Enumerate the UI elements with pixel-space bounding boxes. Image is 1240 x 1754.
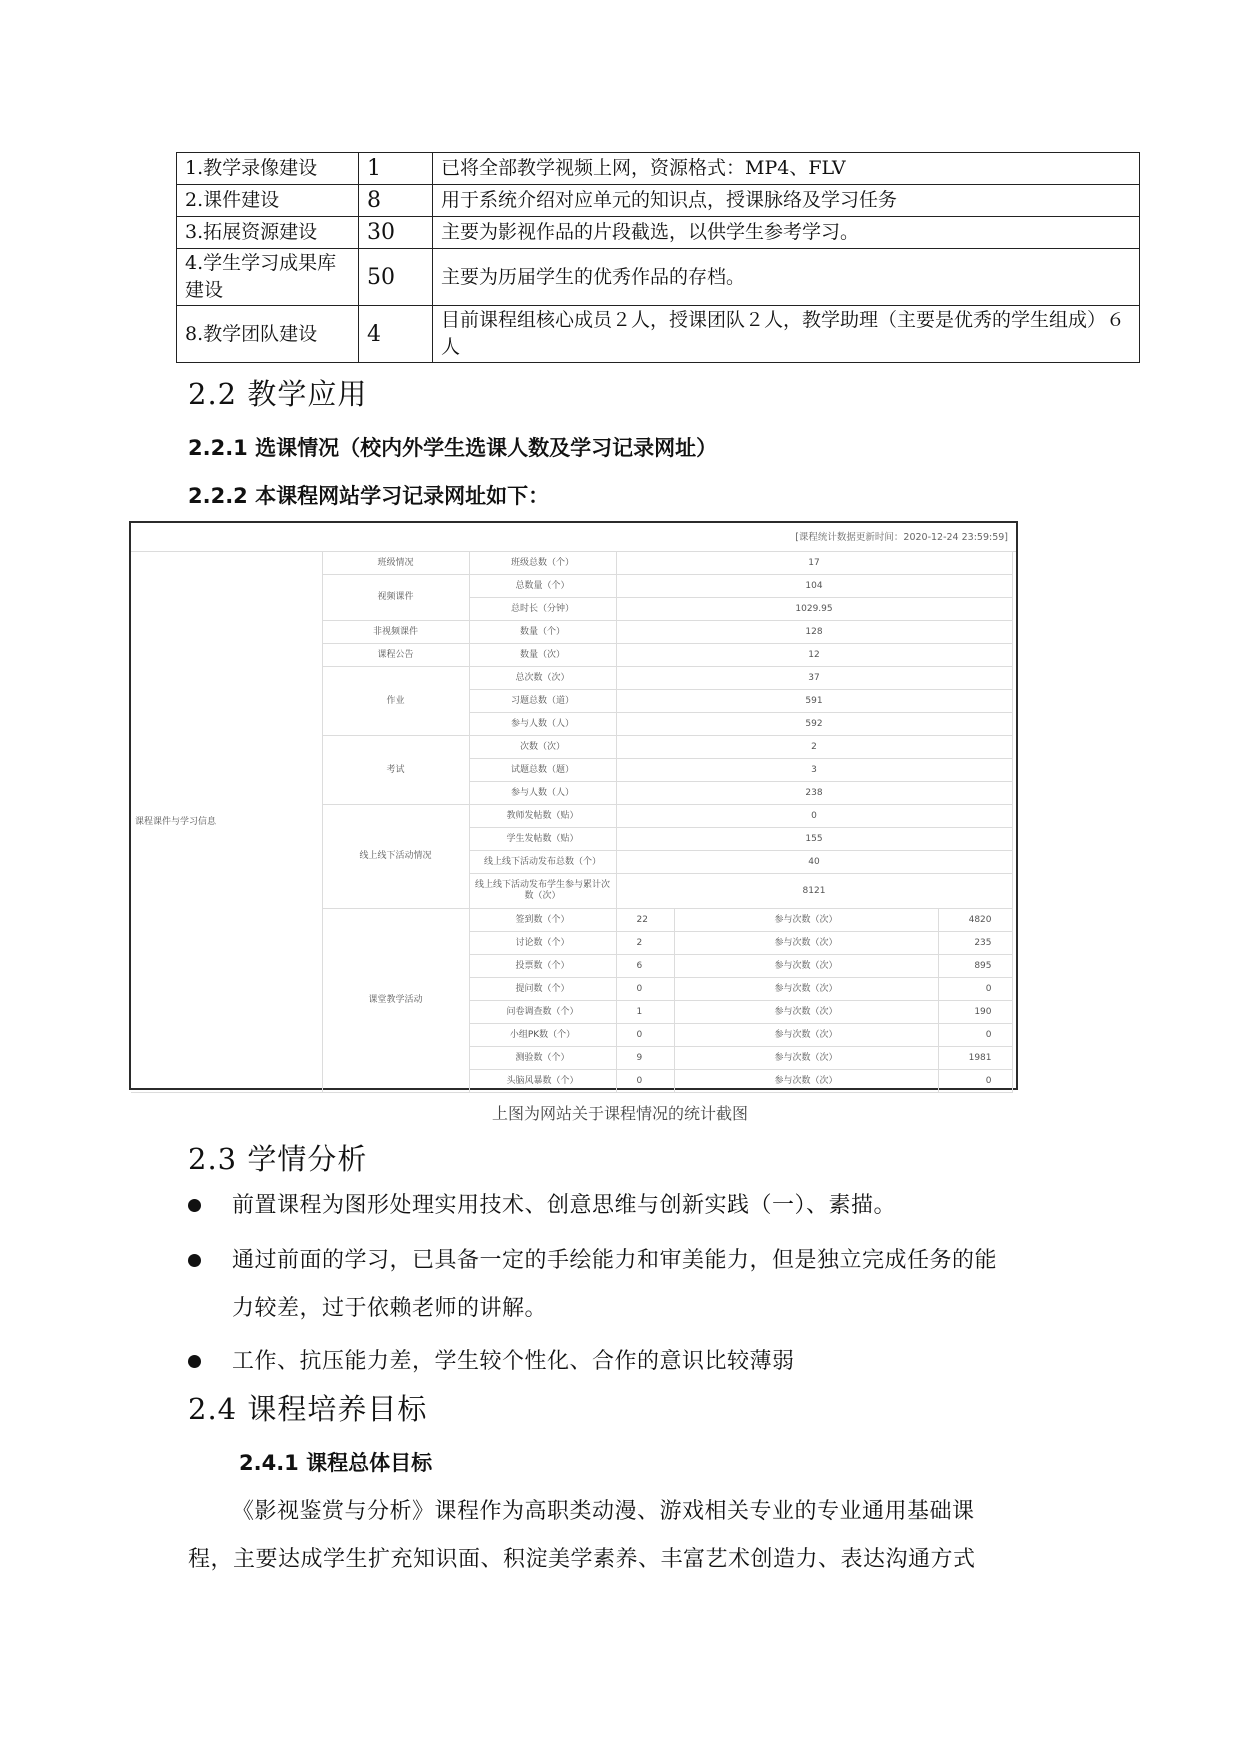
participation-label: 参与次数（次）	[674, 932, 938, 955]
row-label: 线上线下活动发布学生参与累计次数（次）	[469, 874, 616, 909]
row-value: 1029.95	[616, 598, 1012, 621]
row-count: 0	[616, 1070, 674, 1093]
row-value: 592	[616, 713, 1012, 736]
resource-count: 1	[359, 153, 433, 185]
bullet-text-continued: 力较差，过于依赖老师的讲解。	[232, 1296, 548, 1321]
table-row	[177, 249, 1140, 306]
row-label: 数量（次）	[469, 644, 616, 667]
row-value: 3	[616, 759, 1012, 782]
participation-label: 参与次数（次）	[674, 978, 938, 1001]
group-label: 考试	[322, 736, 469, 805]
table-row	[177, 153, 1140, 185]
row-count: 2	[616, 932, 674, 955]
bullet-icon	[188, 1199, 201, 1212]
participation-value: 0	[938, 1070, 1012, 1093]
row-value: 37	[616, 667, 1012, 690]
bullet-text: 工作、抗压能力差，学生较个性化、合作的意识比较薄弱	[232, 1349, 795, 1374]
resource-item: 3.拓展资源建设	[177, 217, 359, 249]
group-label: 作业	[322, 667, 469, 736]
row-count: 22	[616, 909, 674, 932]
section-heading-2-3: 2.3 学情分析	[188, 1142, 368, 1176]
subsection-heading-2-2-1: 2.2.1 选课情况（校内外学生选课人数及学习记录网址）	[188, 436, 718, 460]
row-value: 591	[616, 690, 1012, 713]
participation-value: 1981	[938, 1047, 1012, 1070]
row-value: 104	[616, 575, 1012, 598]
row-value: 8121	[616, 874, 1012, 909]
row-label: 习题总数（道）	[469, 690, 616, 713]
subsection-heading-2-2-2: 2.2.2 本课程网站学习记录网址如下：	[188, 484, 550, 508]
row-value: 40	[616, 851, 1012, 874]
participation-label: 参与次数（次）	[674, 1070, 938, 1093]
row-label: 总次数（次）	[469, 667, 616, 690]
group-label: 视频课件	[322, 575, 469, 621]
row-label: 参与人数（人）	[469, 713, 616, 736]
row-label: 测验数（个）	[469, 1047, 616, 1070]
resource-count: 50	[359, 249, 433, 306]
row-count: 0	[616, 1024, 674, 1047]
body-text: 《影视鉴赏与分析》课程作为高职类动漫、游戏相关专业的专业通用基础课	[232, 1499, 975, 1524]
row-count: 0	[616, 978, 674, 1001]
row-count: 6	[616, 955, 674, 978]
resource-desc: 主要为影视作品的片段截选，以供学生参考学习。	[433, 217, 1140, 249]
row-label: 线上线下活动发布总数（个）	[469, 851, 616, 874]
group-label: 班级情况	[322, 552, 469, 575]
participation-value: 4820	[938, 909, 1012, 932]
resource-item: 1.教学录像建设	[177, 153, 359, 185]
resource-count: 8	[359, 185, 433, 217]
group-label: 课堂教学活动	[322, 909, 469, 1093]
section-heading-2-4: 2.4 课程培养目标	[188, 1392, 428, 1426]
table-row	[131, 552, 1012, 575]
resource-item: 8.教学团队建设	[177, 306, 359, 363]
resource-desc: 用于系统介绍对应单元的知识点，授课脉络及学习任务	[433, 185, 1140, 217]
row-label: 次数（次）	[469, 736, 616, 759]
resource-count: 30	[359, 217, 433, 249]
update-time: [课程统计数据更新时间：2020-12-24 23:59:59]	[795, 532, 1008, 543]
bullet-text: 前置课程为图形处理实用技术、创意思维与创新实践（一）、素描。	[232, 1193, 897, 1218]
row-label: 试题总数（题）	[469, 759, 616, 782]
row-value: 2	[616, 736, 1012, 759]
row-label: 讨论数（个）	[469, 932, 616, 955]
row-label: 问卷调查数（个）	[469, 1001, 616, 1024]
resource-item: 4.学生学习成果库建设	[177, 249, 359, 306]
row-value: 12	[616, 644, 1012, 667]
row-label: 教师发帖数（贴）	[469, 805, 616, 828]
row-label: 总时长（分钟）	[469, 598, 616, 621]
group-label: 线上线下活动情况	[322, 805, 469, 909]
participation-value: 190	[938, 1001, 1012, 1024]
bullet-icon	[188, 1254, 201, 1267]
table-row	[177, 306, 1140, 363]
row-label: 投票数（个）	[469, 955, 616, 978]
statistics-table	[131, 551, 1013, 1093]
row-label: 数量（个）	[469, 621, 616, 644]
bullet-text: 通过前面的学习，已具备一定的手绘能力和审美能力，但是独立完成任务的能	[232, 1248, 998, 1273]
row-count: 1	[616, 1001, 674, 1024]
table-row	[177, 185, 1140, 217]
participation-value: 895	[938, 955, 1012, 978]
participation-value: 235	[938, 932, 1012, 955]
row-label: 学生发帖数（贴）	[469, 828, 616, 851]
statistics-screenshot	[129, 521, 1018, 1090]
row-count: 9	[616, 1047, 674, 1070]
row-value: 238	[616, 782, 1012, 805]
subsection-heading-2-4-1: 2.4.1 课程总体目标	[239, 1451, 433, 1475]
row-label: 班级总数（个）	[469, 552, 616, 575]
root-label: 课程课件与学习信息	[131, 552, 322, 1093]
participation-value: 0	[938, 1024, 1012, 1047]
resource-desc: 已将全部教学视频上网，资源格式：MP4、FLV	[433, 153, 1140, 185]
row-value: 155	[616, 828, 1012, 851]
row-label: 签到数（个）	[469, 909, 616, 932]
resource-table	[176, 152, 1140, 363]
row-value: 128	[616, 621, 1012, 644]
bullet-icon	[188, 1355, 201, 1368]
group-label: 课程公告	[322, 644, 469, 667]
resource-item: 2.课件建设	[177, 185, 359, 217]
resource-desc: 目前课程组核心成员２人，授课团队２人，教学助理（主要是优秀的学生组成）６人	[433, 306, 1140, 363]
resource-count: 4	[359, 306, 433, 363]
figure-caption: 上图为网站关于课程情况的统计截图	[491, 1104, 748, 1123]
participation-label: 参与次数（次）	[674, 955, 938, 978]
row-value: 17	[616, 552, 1012, 575]
row-label: 参与人数（人）	[469, 782, 616, 805]
row-label: 头脑风暴数（个）	[469, 1070, 616, 1093]
row-label: 总数量（个）	[469, 575, 616, 598]
resource-desc: 主要为历届学生的优秀作品的存档。	[433, 249, 1140, 306]
row-label: 小组PK数（个）	[469, 1024, 616, 1047]
participation-label: 参与次数（次）	[674, 1001, 938, 1024]
participation-label: 参与次数（次）	[674, 1047, 938, 1070]
section-heading-2-2: 2.2 教学应用	[188, 377, 368, 411]
participation-label: 参与次数（次）	[674, 909, 938, 932]
row-label: 提问数（个）	[469, 978, 616, 1001]
participation-label: 参与次数（次）	[674, 1024, 938, 1047]
table-row	[177, 217, 1140, 249]
body-text: 程，主要达成学生扩充知识面、积淀美学素养、丰富艺术创造力、表达沟通方式	[188, 1547, 976, 1572]
group-label: 非视频课件	[322, 621, 469, 644]
participation-value: 0	[938, 978, 1012, 1001]
row-value: 0	[616, 805, 1012, 828]
